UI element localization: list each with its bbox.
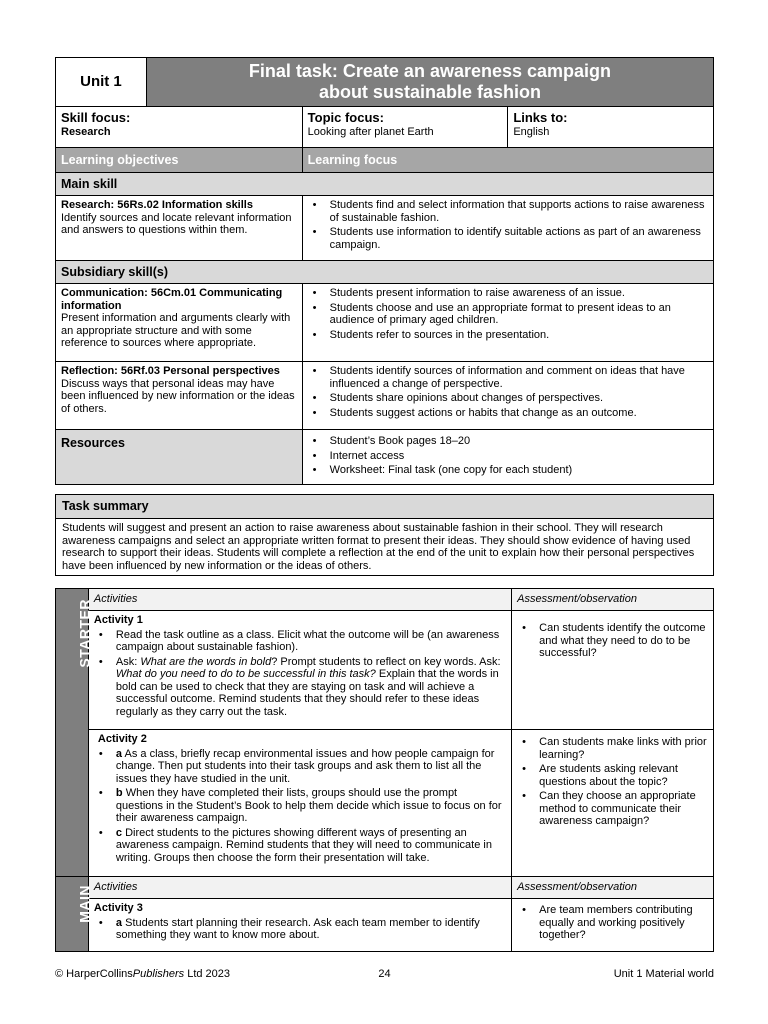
main-skill-title: Research: 56Rs.02 Information skills — [61, 199, 253, 211]
list-item: • Students use information to identify suitable actions as part of an awareness campaign. — [308, 226, 708, 251]
list-item: • Students identify sources of information and comment on ideas that have influenced a change of perspective. — [308, 365, 708, 390]
learning-focus-heading: Learning focus — [302, 148, 713, 173]
list-item: • Internet access — [308, 450, 708, 463]
task-summary-table — [55, 494, 714, 576]
skill-focus-cell — [56, 107, 303, 148]
links-label: Links to: — [513, 110, 568, 125]
activity-3 — [88, 899, 511, 952]
lesson-overview-table — [55, 57, 714, 485]
subsidiary-focus-2 — [302, 362, 713, 430]
links-cell — [508, 107, 714, 148]
main-skill-objective — [56, 196, 303, 261]
list-item: • a Students start planning their research. Ask each team member to identify something they want to know more about. — [94, 917, 506, 942]
list-item: • a As a class, briefly recap environmental issues and how people campaign for change. Then put students into their task groups and ask them to list all the issues they have studied in the unit. — [94, 748, 506, 786]
list-item: • Students find and select information that supports actions to raise awareness of sustainable fashion. — [308, 199, 708, 224]
list-item: • b When they have completed their lists, groups should use the prompt questions in the Student’s Book to help them decide which issue to focus on for their awareness campaign. — [94, 787, 506, 825]
unit-label: Unit 1 — [56, 58, 147, 107]
activity-2-title: Activity 2 — [97, 733, 147, 745]
list-item: • Student’s Book pages 18–20 — [308, 435, 708, 448]
list-item: • Ask: What are the words in bold? Prompt students to reflect on key words. Ask: What do you need to do to be successful in this task? Explain that the words in bold can be used to check that they are staying on task and will achieve a successful outcome. Remind students that they should refer to these ideas regularly as they carry out the task. — [94, 656, 506, 719]
list-item: • Can students make links with prior learning? — [517, 736, 708, 761]
list-item: • Are team members contributing equally and working positively together? — [517, 904, 708, 942]
list-item: • Students choose and use an appropriate format to present ideas to an audience of primary aged children. — [308, 302, 708, 327]
list-item: • Can they choose an appropriate method to communicate their awareness campaign? — [517, 790, 708, 828]
list-item: • Read the task outline as a class. Elicit what the outcome will be (an awareness campaign about sustainable fashion). — [94, 629, 506, 654]
topic-focus-label: Topic focus: — [307, 110, 384, 125]
task-summary-text: Students will suggest and present an action to raise awareness about sustainable fashion in their school. They will research awareness campaigns and select an appropriate written format to present their ideas. They should show evidence of having used research to support their ideas. Students will complete a reflection at the end of the unit to explain how their personal perspectives have been influenced by new information or the ideas of others. — [56, 519, 714, 576]
list-item: • Students share opinions about changes of perspectives. — [308, 392, 708, 405]
task-summary-heading: Task summary — [56, 495, 714, 519]
title-line-1: Final task: Create an awareness campaign — [248, 61, 612, 81]
list-item: • Students suggest actions or habits that change as an outcome. — [308, 407, 708, 420]
page-number: 24 — [378, 968, 391, 980]
activity-2-assessment — [512, 730, 714, 877]
topic-focus-cell — [302, 107, 508, 148]
activity-1-title: Activity 1 — [93, 614, 143, 626]
page-title — [146, 58, 713, 107]
main-skill-heading: Main skill — [56, 173, 714, 196]
sub2-title: Reflection: 56Rf.03 Personal perspectives — [61, 365, 280, 377]
subsidiary-objective-2 — [56, 362, 303, 430]
activity-1 — [88, 611, 511, 730]
activities-table — [55, 588, 714, 952]
subsidiary-objective-1 — [56, 284, 303, 362]
title-line-2: about sustainable fashion — [318, 82, 541, 102]
assessment-col-header: Assessment/observation — [512, 589, 714, 611]
list-item: • Students refer to sources in the presentation. — [308, 329, 708, 342]
links-value: English — [513, 126, 550, 138]
copyright: © HarperCollinsPublishers Ltd 2023 — [55, 968, 231, 980]
topic-focus-value: Looking after planet Earth — [307, 126, 434, 138]
resources-heading: Resources — [56, 430, 303, 485]
list-item: • Are students asking relevant questions about the topic? — [517, 763, 708, 788]
starter-side-label: STARTER — [56, 589, 89, 877]
activities-col-header: Activities — [88, 877, 511, 899]
subsidiary-focus-1 — [302, 284, 713, 362]
sub1-title: Communication: 56Cm.01 Communicating information — [61, 287, 283, 312]
subsidiary-heading: Subsidiary skill(s) — [56, 261, 714, 284]
activity-3-assessment — [512, 899, 714, 952]
activity-2 — [88, 730, 511, 877]
main-skill-desc: Identify sources and locate relevant information and answers to questions within them. — [61, 211, 292, 236]
sub2-desc: Discuss ways that personal ideas may have been influenced by new information or the ideas of others. — [61, 377, 295, 415]
list-item: • Students present information to raise awareness of an issue. — [308, 287, 708, 300]
activity-1-assessment — [512, 611, 714, 730]
assessment-col-header: Assessment/observation — [512, 877, 714, 899]
activities-col-header: Activities — [88, 589, 511, 611]
list-item: • Worksheet: Final task (one copy for each student) — [308, 464, 708, 477]
footer-unit: Unit 1 Material world — [613, 968, 714, 980]
learning-objectives-heading: Learning objectives — [56, 148, 303, 173]
list-item: • Can students identify the outcome and what they need to do to be successful? — [517, 622, 708, 660]
main-side-label: MAIN — [56, 877, 89, 952]
resources-list — [302, 430, 713, 485]
skill-focus-value: Research — [61, 126, 111, 138]
sub1-desc: Present information and arguments clearly with an appropriate structure and with some reference to sources where appropriate. — [61, 312, 291, 349]
main-skill-focus — [302, 196, 713, 261]
activity-3-title: Activity 3 — [93, 902, 143, 914]
skill-focus-label: Skill focus: — [61, 110, 131, 125]
list-item: • c Direct students to the pictures showing different ways of presenting an awareness campaign. Remind students that they will need to communicate in writing. Groups then choose the form their presentation will take. — [94, 827, 506, 865]
